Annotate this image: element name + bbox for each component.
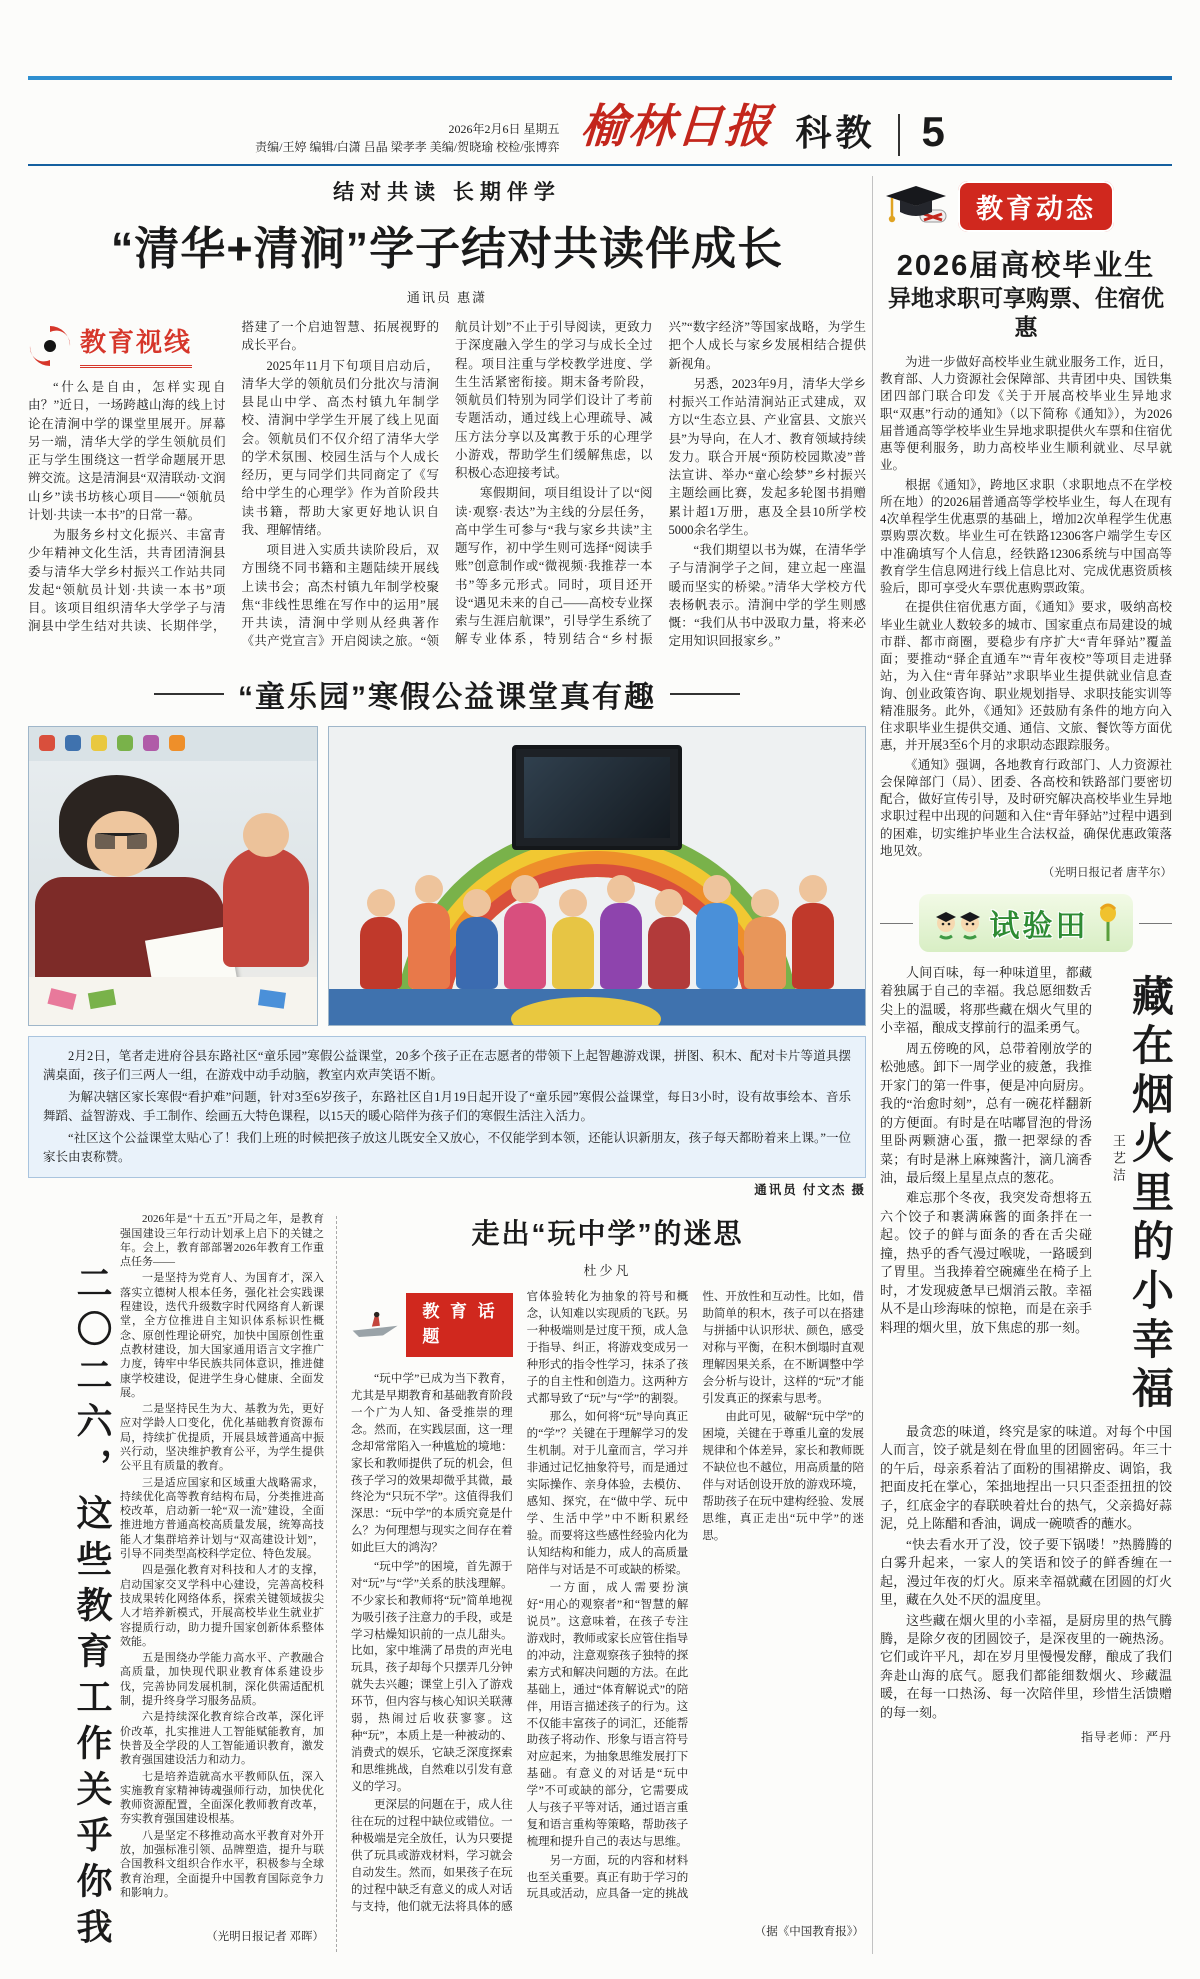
masthead: 榆林日报 (579, 99, 776, 153)
dongtai-headline-line2: 异地求职可享购票、住宿优惠 (888, 285, 1164, 340)
toy-shape (39, 735, 55, 751)
paragraph: 六是持续深化教育综合改革，深化评价改革，扎实推进人工智能赋能教育，加快普及全学段的人工智能通识教育，激发教育强国建设活力和动力。 (120, 1711, 324, 1767)
paragraph: 更深层的问题在于，成人往往在玩的过程中缺位或错位。一种极端是完全放任，认为只要提供了玩具或游戏材料，学习就会自动发生。然而，如果孩子在玩的过程中缺乏有意义的成人对话与支持，他们就无法将具体的感官体验转化为抽象的符号和概念，认知难以实现质的飞跃。另一种极端则是过度干预，成人急于指导、纠正，将游戏变成另一种形式的指令性学习，抹杀了孩子的自主性和创造力。这两种方式都导致了“玩”与“学”的割裂。 (351, 1291, 689, 1913)
education-sightline-logo (28, 318, 226, 378)
bottom-row (28, 1212, 866, 1964)
graduation-cap-icon (880, 180, 952, 232)
paragraph: 由此可见，破解“玩中学”的困境，关键在于尊重儿童的发展规律和个体差异，家长和教师既不缺位也不越位，用高质量的陪伴与对话创设开放的游戏环境，帮助孩子在玩中建构经验、发展思维，真正走出“玩中学”的迷思。 (702, 1411, 864, 1542)
photo-craft-lesson (28, 726, 318, 1026)
child-figure (744, 917, 786, 989)
floor-mat (329, 989, 865, 1025)
paper-boat-icon (351, 1308, 402, 1342)
page-number-divider (898, 114, 900, 156)
column-label: 教育视线 (80, 324, 192, 368)
paragraph: 项目进入实质共读阶段后，双方围绕不同书籍和主题陆续开展线上读书会；高杰村镇九年制学校聚焦“非线性思维在写作中的运用”展开共读，清涧中学则从经典著作《共产党宣言》开启阅读之旅。“领航员计划”不止于引导阅读，更致力于深度融入学生的学习与成长全过程。项目注重与学校教学进度、学生生活紧密衔接。期末备考阶段，领航员们特别为同学们设计了考前专题活动，通过线上心理疏导、减压方法分享以及寓教于乐的心理学小游戏，帮助学生们缓解焦虑，以积极心态迎接考试。 (241, 320, 653, 649)
tv-screen (512, 745, 682, 850)
paragraph: “玩中学”的困境，首先源于对“玩”与“学”关系的肤浅理解。不少家长和教师将“玩”简单地视为吸引孩子注意力的手段，或是学习枯燥知识前的一点儿甜头。比如，家中堆满了昂贵的声光电玩具，孩子却每个只摆弄几分钟就失去兴趣；课堂上引入了游戏环节，但内容与核心知识关联薄弱，热闹过后收获寥寥。这种“玩”，本质上是一种被动的、消费式的娱乐，它缺乏深度探索和思维挑战，自然难以引发有意义的学习。 (351, 1561, 513, 1793)
paragraph: 为服务乡村文化振兴、丰富青少年精神文化生活，共青团清涧县委与清华大学乡村振兴工作站共同发起“领航员计划·共读一本书”项目。该项目组织清华大学学子与清涧县中学生结对共读、长期伴学，搭建了一个启迪智慧、拓展视野的成长平台。 (28, 320, 439, 634)
lead-byline: 通讯员 惠潇 (406, 290, 488, 305)
child-figure (696, 903, 738, 989)
main-column (28, 176, 866, 1964)
paragraph: 五是围绕办学能力高水平、产教融合高质量，加快现代职业教育体系建设步伐，完善协同发展机制，深化供需适配机制，提升终身学习服务品质。 (120, 1652, 324, 1708)
page-content (28, 176, 1172, 1964)
mistery-body (351, 1289, 864, 1917)
date-line: 2026年2月6日 星期五 (448, 122, 560, 136)
experimental-field-banner (880, 894, 1172, 952)
paragraph: 三是适应国家和区域重大战略需求，持续优化高等教育结构布局，分类推进高校改革，启动新一轮“双一流”建设，全面推进地方普通高校高质量发展，统筹高技能人才集群培养计划与“双高建设计划”，引导不同类型高校科学定位、特色发展。 (120, 1476, 324, 1561)
education-news-label: 教育动态 (958, 181, 1114, 232)
paragraph: 那么，如何将“玩”导向真正的“学”？关键在于理解学习的发生机制。对于儿童而言，学习并非通过记忆抽象符号，而是通过实际操作、亲身体验，去模仿、感知、探究，在“做中学、玩中学、生活中学”中不断积累经验。而要将这些感性经验内化为认知结构和能力，成人的高质量陪伴与对话是不可或缺的桥梁。 (526, 1411, 689, 1576)
paragraph: 2月2日，笔者走进府谷县东路社区“童乐园”寒假公益课堂，20多个孩子正在志愿者的带领下上起智趣游戏课，拼图、积木、配对卡片等道具摆满桌面，孩子们三两人一组，在游戏中动手动脑，教室内欢声笑语不断。 (43, 1049, 851, 1083)
paragraph: 八是坚定不移推动高水平教育对外开放，加强标准引领、品牌塑造，提升与联合国教科文组织合作水平，积极参与全球教育治理，全面提升中国教育国际竞争力和影响力。 (120, 1829, 324, 1899)
paragraph: 七是培养造就高水平教师队伍，深入实施教育家精神铸魂强师行动，加快优化教师资源配置，全面深化教师教育改革，夯实教育强国建设根基。 (120, 1770, 324, 1826)
photo-feature-headline: “童乐园”寒假公益课堂真有趣 (238, 681, 656, 714)
paragraph: 难忘那个冬夜，我突发奇想将五六个饺子和裹满麻酱的面条拌在一起。饺子的鲜与面条的香在舌尖碰撞，热乎的香气漫过喉咙，一路暖到了胃里。当我捧着空碗瘫坐在椅子上时，才发现疲惫早已烟消云散。幸福从不是山珍海味的惊艳，而是在亲手料理的烟火里，放下焦虑的那一刻。 (880, 1190, 1092, 1335)
education-news-header (880, 176, 1172, 242)
column-divider (336, 1216, 337, 1952)
paragraph: 四是强化教育对科技和人才的支撑，启动国家交叉学科中心建设，完善高校科技成果转化网络体系，探索关键领域拔尖人才培养新模式，开展高校毕业生就业扩容提质行动，助力提升国家创新体系整体效能。 (120, 1564, 324, 1648)
tasks-text-column (120, 1212, 324, 1964)
photo-feature (28, 672, 866, 1198)
flower-icon (1095, 903, 1121, 943)
toy-shelf (29, 727, 317, 761)
paragraph: “玩中学”已成为当下教育，尤其是早期教育和基础教育阶段一个广为人知、备受推崇的理念。然而，在实践层面，这一理念却常常陷入一种尴尬的境地：家长和教师提供了玩的机会，但孩子学习的效果却微乎其微，最终沦为“只玩不学”。这值得我们深思：“玩中学”的本质究竟是什么？为何理想与现实之间存在着如此巨大的鸿沟？ (351, 1373, 513, 1555)
child-figure (223, 847, 309, 967)
toy-shape (65, 735, 81, 751)
sidebar-column (880, 176, 1172, 1964)
banner-rule-right (1139, 923, 1172, 924)
child-figure (792, 903, 834, 989)
children-group (329, 903, 865, 989)
tasks-article (28, 1212, 324, 1964)
paragraph: 根据《通知》，跨地区求职（求职地点不在学校所在地）的2026届普通高等学校毕业生，每人在现有4次单程学生优惠票的基础上，增加2次单程学生优惠票购票次数。毕业生可在铁路12306客户端学生专区中准确填写个人信息，经铁路12306系统与中国高等教育学生信息网进行线上信息比对、完成优惠资质核验后，即可享受火车票优惠购票政策。 (880, 477, 1172, 595)
decorative-rule-left (154, 693, 224, 695)
essay-mentor: 指导老师：严丹 (1080, 1730, 1172, 1745)
essay-title-strip (1100, 964, 1172, 1415)
child-figure (600, 903, 642, 989)
paragraph: 在提供住宿优惠方面，《通知》要求，吸纳高校毕业生就业人数较多的城市、国家重点布局建设的城市群、都市商圈，要稳步有序扩大“青年驿站”覆盖面；要推动“驿企直通车”“青年夜校”等项目走进驿站，为入住“青年驿站”求职毕业生提供就业信息查询、创业政策咨询、职业规划指导、求职技能实训等精准服务。此外，《通知》还鼓励有条件的地方向入住求职毕业生提供交通、通信、文旅、餐饮等方面优惠，并开展3至6个月的求职动态跟踪服务。 (880, 600, 1172, 753)
experimental-field-box (919, 894, 1133, 952)
child-figure (504, 903, 546, 989)
header-rule (28, 164, 1172, 166)
main-sidebar-divider (866, 176, 880, 1964)
paragraph: 一方面，成人需要扮演好“用心的观察者”和“智慧的解说员”。这意味着，在孩子专注游戏时，教师或家长应管住指导的冲动，注意观察孩子独特的探索方式和解决问题的方法。在此基础上，通过“体育解说式”的陪伴，用语言描述孩子的行为。这不仅能丰富孩子的词汇，还能帮助孩子将动作、形象与语言符号对应起来，为抽象思维发展打下基础。有意义的对话是“玩中学”不可或缺的部分，它需要成人与孩子平等对话，通过语言重复和语言重构等策略，帮助孩子梳理和提升自己的表达与思维。 (526, 1582, 689, 1848)
essay-vertical-title: 藏在烟火里的小幸福 (1127, 974, 1174, 1415)
tasks-byline: （光明日报记者 邓晖） (206, 1931, 324, 1944)
child-figure (552, 917, 594, 989)
paragraph: 最贪恋的味道，终究是家的味道。对每个中国人而言，饺子就是刻在骨血里的团圆密码。年三十的午后，母亲系着沾了面粉的围裙擀皮、调馅，我把面皮托在掌心，笨拙地捏出一只只歪歪扭扭的饺子，红底金字的春联映着灶台的热气，父亲捣好蒜泥，兑上陈醋和香油，调成一碗喷香的蘸水。 (880, 1424, 1172, 1532)
lead-headline: “清华+清涧”学子结对共读伴成长 (110, 223, 784, 274)
essay-top-section (880, 964, 1172, 1415)
child-figure (408, 903, 450, 989)
dongtai-headline-line1: 2026届高校毕业生 (896, 250, 1156, 282)
toy-shape (117, 735, 133, 751)
photo-classroom-group (328, 726, 866, 1026)
photo-credit: 通讯员 付文杰 摄 (754, 1183, 866, 1198)
issue-info (255, 120, 559, 156)
staff-line: 责编/王婷 编辑/白潇 吕晶 梁孝孝 美编/贺晓瑜 校检/张博弈 (255, 140, 560, 154)
child-figure (360, 917, 402, 989)
paragraph: 另一方面，玩的内容和材料也至关重要。真正有助于学习的玩具或活动，应具备一定的挑战性、开放性和互动性。比如，借助简单的积木，孩子可以在搭建与拼插中认识形状、颜色，感受对称与平衡，在积木倒塌时直观理解因果关系，在不断调整中学会分析与设计，这样的“玩”才能引发真正的探索与思考。 (526, 1291, 864, 1901)
paper-scrap (258, 989, 286, 1008)
paragraph: “我们期望以书为媒，在清华学子与清涧学子之间，建立起一座温暖而坚实的桥梁。”清华大学校方代表杨帆表示。清涧中学的学生则感慨：“我们从书中汲取力量，将来必定用知识回报家乡。” (668, 543, 866, 649)
paragraph: “什么是自由，怎样实现自由？”近日，一场跨越山海的线上讨论在清涧中学的课堂里展开。屏幕另一端，清华大学的学生领航员们正与学生围绕这一哲学命题展开思辨交流。这是清涧县“双清联动·文润山乡”读书坊核心项目——“领航员计划·共读一本书”的日常一幕。 (28, 380, 226, 522)
paragraph: 一是坚持为党育人、为国育才，深入落实立德树人根本任务，强化社会实践课程建设，迭代升级数字时代网络育人新课堂，全方位推进自主知识体系标识性概念、原创性理论研究，加快中国原创性重点教材建设，加大国家通用语言文字推广力度，铸牢中华民族共同体意识，推进健康学校建设，促进学生身心健康、全面发展。 (120, 1272, 324, 1399)
paragraph: 2025年11月下旬项目启动后，清华大学的领航员们分批次与清涧县昆山中学、高杰村镇九年制学校、清涧中学学生开展了线上见面会。领航员们不仅介绍了清华大学的学术氛围、校园生活与个人成长经历，更与同学们共同商定了《写给中学生的心理学》作为首阶段共读书籍，帮助大家更好地认识自我、理解情绪。 (241, 358, 439, 537)
paragraph: 2026年是“十五五”开局之年，是教育强国建设三年行动计划承上启下的关键之年。会上，教育部部署2026年教育工作重点任务—— (120, 1213, 324, 1269)
page-number: 5 (921, 108, 945, 155)
newspaper-page (0, 76, 1200, 1979)
toy-shape (91, 735, 107, 751)
paragraph: 《通知》强调，各地教育行政部门、人力资源社会保障部门（局）、团委、各高校和铁路部门要密切配合，做好宣传引导，及时研究解决高校毕业生异地求职过程中出现的问题和入住“青年驿站”过程中遇到的困难，切实维护毕业生合法权益，确保优惠政策落地见效。 (880, 757, 1172, 858)
toy-shape (169, 735, 185, 751)
lead-kicker: 结对共读 长期伴学 (333, 181, 561, 204)
paragraph: 周五傍晚的风，总带着刚放学的松弛感。卸下一周学业的疲惫，我推开家门的第一件事，便是冲向厨房。我的“治愈时刻”，总有一碗花样翻新的方便面。有时是在咕嘟冒泡的骨汤里卧两颗溏心蛋，撒一把翠绿的香菜；有时是淋上麻辣酱汁，滴几滴香油，最后缀上星星点点的葱花。 (880, 1040, 1092, 1185)
banner-rule-left (880, 923, 913, 924)
photo-caption-box (28, 1036, 866, 1178)
experimental-field-label: 试验田 (989, 910, 1089, 943)
paragraph: 这些藏在烟火里的小幸福，是厨房里的热气腾腾，是除夕夜的团圆饺子，是深夜里的一碗热汤。它们或许平凡，却在岁月里慢慢发酵，酿成了我们奔赴山海的底气。愿我们都能细数烟火、珍藏温暖，在每一口热汤、每一次陪伴里，珍惜生活馈赠的每一刻。 (880, 1612, 1172, 1720)
dongtai-body (880, 354, 1172, 860)
decorative-rule-right (670, 693, 740, 695)
graduate-kids-icon (932, 903, 984, 943)
child-figure (456, 917, 498, 989)
essay-body-top (880, 964, 1092, 1415)
page-header (28, 80, 1172, 164)
child-figure (648, 917, 690, 989)
essay-author: 王艺洁 (1110, 1134, 1126, 1185)
mistery-author: 杜少凡 (583, 1263, 632, 1279)
tasks-body (120, 1212, 324, 1924)
paragraph: 为进一步做好高校毕业生就业服务工作，近日，教育部、人力资源社会保障部、共青团中央、国铁集团四部门联合印发《关于开展高校毕业生异地求职“双惠”行动的通知》（以下简称《通知》），为2026届普通高等学校毕业生异地求职提供火车票和住宿优惠等便利服务，助力高校毕业生顺利就业、尽早就业。 (880, 354, 1172, 473)
photo-row (28, 726, 866, 1026)
lead-article (28, 176, 866, 660)
topic-badge-label: 教育话题 (406, 1293, 512, 1357)
paragraph: 为解决辖区家长寒假“看护难”问题，针对3至6岁孩子，东路社区自1月19日起开设了“童乐园”寒假公益课堂，每日3小时，设有故事绘本、音乐舞蹈、益智游戏、手工制作、绘画五大特色课程，以15天的暖心陪伴为孩子们的寒假生活注入活力。 (43, 1089, 851, 1124)
eye-swirl-icon (28, 324, 72, 368)
mistery-source: （据《中国教育报》） (754, 1926, 864, 1939)
paragraph: 寒假期间，项目组设计了以“阅读·观察·表达”为主线的分层任务，高中学生可参与“我与家乡共读”主题写作，初中学生则可选择“阅读手账”创意制作或“微视频·我推荐一本书”等多元形式。同时，项目还开设“遇见未来的自己——高校专业探索与生涯启航课”，引导学生系统了解专业体系，特别结合“乡村振兴”“数字经济”等国家战略，为学生把个人成长与家乡发展相结合提供新视角。 (455, 320, 866, 647)
section-name: 科教 (795, 112, 876, 153)
mistery-article (349, 1212, 866, 1964)
toy-shape (143, 735, 159, 751)
paragraph: 人间百味，每一种味道里，都藏着独属于自己的幸福。我总愿细数舌尖上的温暖，将那些藏在烟火气里的小幸福，酿成支撑前行的温柔勇气。 (880, 965, 1092, 1036)
lead-body (28, 318, 866, 660)
tasks-vertical-headline: 二〇二六，这些教育工作关乎你我 (72, 1264, 113, 1955)
paragraph: 二是坚持民生为大、基教为先，更好应对学龄人口变化，优化基础教育资源布局，持续扩优提质，开展县域普通高中振兴行动，坚决维护教育公平，为学生提供公平且有质量的教育。 (120, 1403, 324, 1473)
glasses (95, 833, 147, 849)
essay-body-rest (880, 1423, 1172, 1722)
dongtai-byline: （光明日报记者 唐芊尔） (1042, 867, 1172, 879)
paragraph: “快去看水开了没，饺子要下锅喽！”热腾腾的白雾升起来，一家人的笑语和饺子的鲜香缠在一起，漫过年夜的灯火。原来幸福就藏在团圆的灯火里，藏在久处不厌的温度里。 (880, 1536, 1172, 1608)
photo-feature-header (28, 672, 866, 716)
dongtai-headline (880, 248, 1172, 342)
paragraph: 另悉，2023年9月，清华大学乡村振兴工作站清涧站正式建成，双方以“生态立县、产业富县、文旅兴县”为导向，在人才、教育领域持续发力。联合开展“预防校园欺凌”普法宣讲、举办“童心绘梦”乡村振兴主题绘画比赛，发起多轮图书捐赠累计超1万册，惠及全县10所学校5000余名学生。 (668, 376, 866, 537)
topic-badge (351, 1293, 513, 1357)
mistery-headline: 走出“玩中学”的迷思 (471, 1218, 744, 1250)
paragraph: “社区这个公益课堂太贴心了！我们上班的时候把孩子放这儿既安全又放心，不仅能学到本领，还能认识新朋友，孩子每天都盼着来上课。”一位家长由衷称赞。 (43, 1130, 851, 1164)
